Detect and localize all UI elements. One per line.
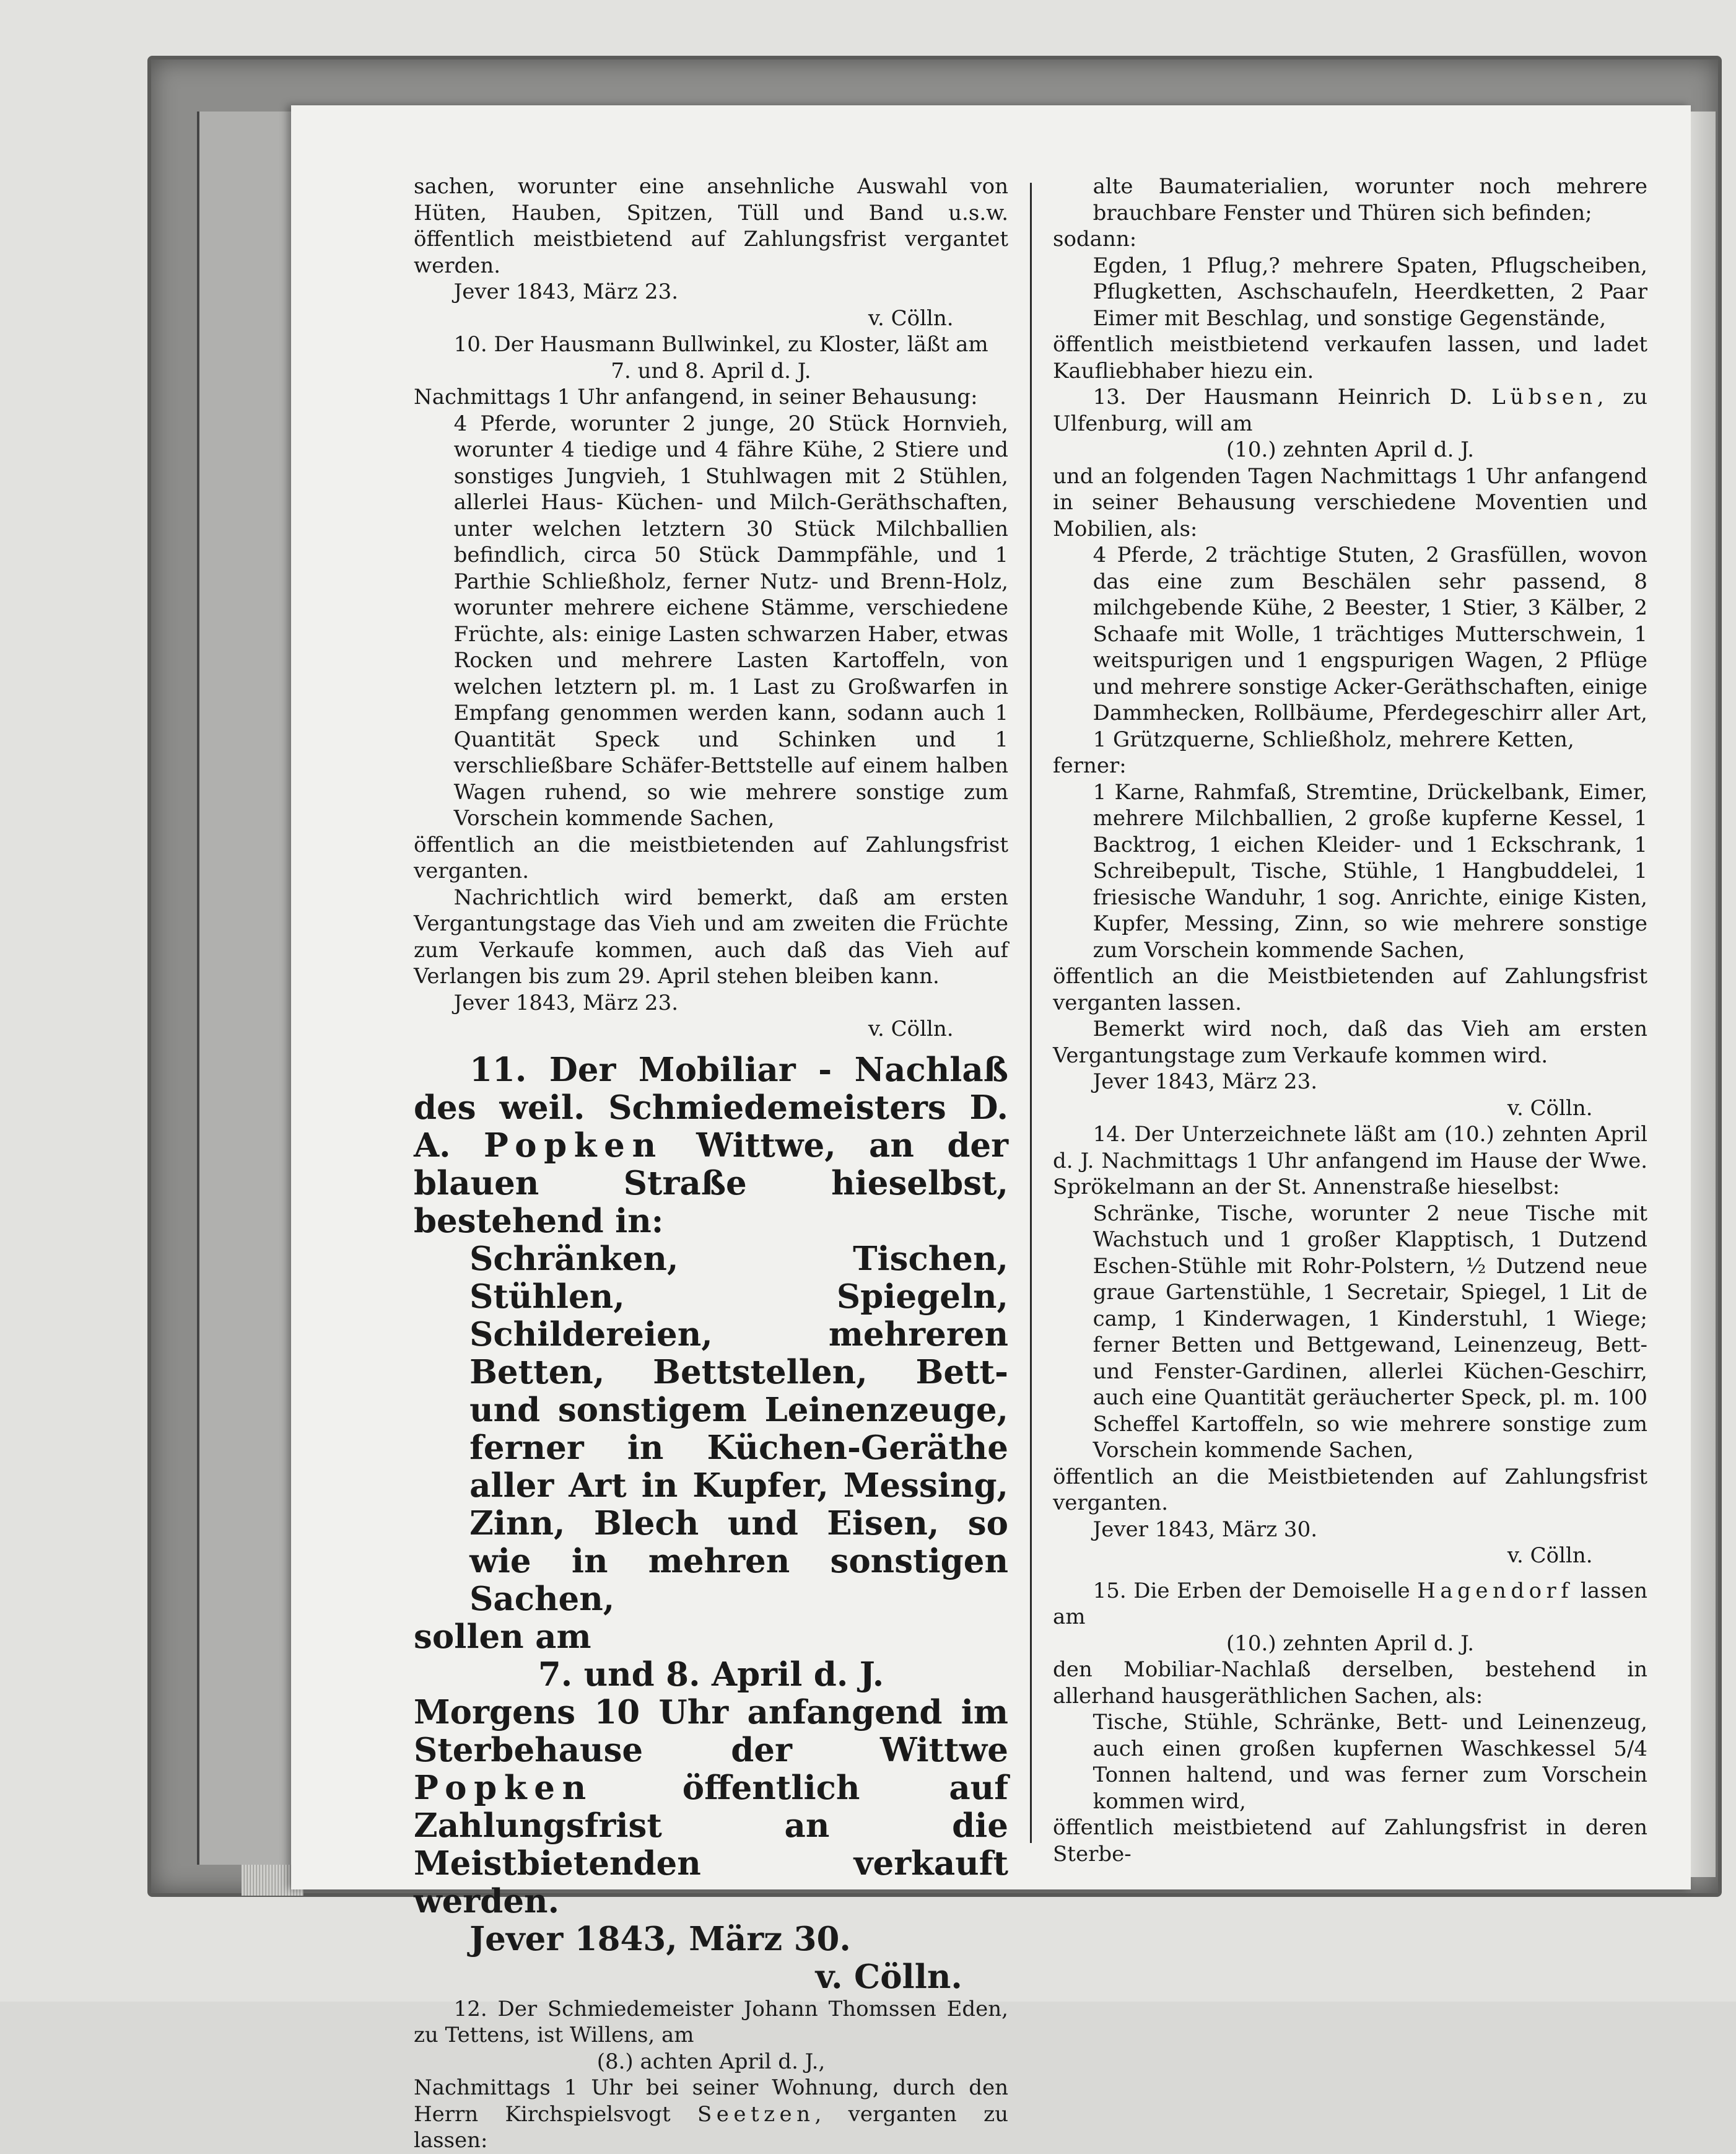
notice-12-heading: 12. Der Schmiedemeister Johann Thomssen Eden, zu Tettens, ist Willens, am — [414, 1996, 1008, 2047]
notice-15-text: den Mobiliar-Nachlaß derselben, bestehend in allerhand hausgeräthlichen Sachen, als: — [1053, 1657, 1647, 1709]
signature: v. Cölln. — [868, 1017, 954, 1041]
notice-15-heading-b: lassen am — [1053, 1578, 1648, 1629]
notice-11-name: Popken — [483, 1126, 663, 1165]
notice-12-items-2: Egden, 1 Pflug,? mehrere Spaten, Pflugscheiben, Pflugketten, Aschschaufeln, Heerdketten, 2 Paar Eimer mit Beschlag, und sonstige Gegenstände, — [1093, 253, 1647, 331]
notice-13-heading-b: , zu Ulfenburg, will am — [1053, 385, 1647, 436]
notice-10-heading: 10. Der Hausmann Bullwinkel, zu Kloster, läßt am — [453, 332, 988, 357]
date-line: Jever 1843, März 23. — [453, 990, 679, 1015]
notice-10-time: Nachmittags 1 Uhr anfangend, in seiner Behausung: — [414, 385, 978, 409]
notice-11-number: 11. — [469, 1050, 527, 1089]
date-line: Jever 1843, März 30. — [1093, 1517, 1318, 1542]
notice-12-name: Seetzen — [697, 2101, 815, 2127]
notice-13-items: 4 Pferde, 2 trächtige Stuten, 2 Grasfüllen, wovon das eine zum Beschälen sehr passend, 8 milchgebende Kühe, 2 Beester, 1 Stier, 3 Kälber, 2 Schaafe mit Wolle, 1 trächtiges Mutterschwein, 1 weitspurigen und 1 engspurigen Wagen, 2 Pflüge und mehrere sonstige Acker-Geräthschaften, einige Dammhecken, Rollbäume, Pferdegeschirr aller Art, 1 Grützquerne, Schließholz, mehrere Ketten, — [1093, 543, 1647, 752]
notice-12-text-a: Nachmittags 1 Uhr bei seiner Wohnung, durch den Herrn Kirchspielsvogt — [414, 2075, 1008, 2127]
notice-15-date: (10.) zehnten April d. J. — [1226, 1631, 1475, 1656]
signature: v. Cölln. — [1507, 1095, 1593, 1121]
notice-12-sale: öffentlich meistbietend verkaufen lassen, und ladet Kaufliebhaber hiezu ein. — [1053, 332, 1647, 383]
notice-14-items: Schränke, Tische, worunter 2 neue Tische mit Wachstuch und 1 großer Klapptisch, 1 Dutzend Eschen-Stühle mit Rohr-Polstern, ½ Dutzend neue graue Gartenstühle, 1 Secretair, Spiegel, 1 Lit de camp, 1 Kinderwagen, 1 Kinderstuhl, 1 Wiege; ferner Betten und Bettgewand, Leinenzeug, Bett- und Fenster-Gardinen, allerlei Küchen-Geschirr, auch eine Quantität geräucherter Speck, pl. m. 100 Scheffel Kartoffeln, so wie mehrere sonstige zum Vorschein kommende Sachen, — [1093, 1201, 1647, 1463]
date-line: Jever 1843, März 30. — [469, 1919, 851, 1958]
facing-page-edge — [1691, 112, 1716, 1877]
date-line: Jever 1843, März 23. — [453, 279, 679, 304]
notice-11-heading-text: Wittwe, an der blauen Straße hieselbst, bestehend in: — [414, 1126, 1009, 1240]
notice-13-note: Bemerkt wird noch, daß das Vieh am ersten Vergantungstage zum Verkaufe kommen wird. — [1053, 1017, 1647, 1068]
notice-11-text-b: öffentlich auf Zahlungsfrist an die Meistbietenden verkauft werden. — [414, 1768, 1008, 1920]
notice-14-sale: öffentlich an die Meistbietenden auf Zahlungsfrist verganten. — [1053, 1464, 1647, 1515]
notice-15-heading-a: 15. Die Erben der Demoiselle — [1093, 1578, 1410, 1603]
notice-14-text: 14. Der Unterzeichnete läßt am (10.) zehnten April d. J. Nachmittags 1 Uhr anfangend im Hause der Wwe. Sprökelmann an der St. Annenstraße hieselbst: — [1053, 1122, 1647, 1199]
notice-13-items-2: 1 Karne, Rahmfaß, Stremtine, Drückelbank, Eimer, mehrere Milchballien, 2 große kupferne Kessel, 1 Backtrog, 1 eichen Kleider- und 1 Eckschrank, 1 Schreibepult, Tische, Stühle, 1 Hangbuddelei, 1 friesische Wanduhr, 1 sog. Anrichte, einige Kisten, Kupfer, Messing, Zinn, so wie mehrere sonstige zum Vorschein kommende Sachen, — [1093, 779, 1647, 963]
notice-13-heading-a: 13. Der Hausmann Heinrich D. — [1093, 385, 1473, 409]
notice-10-sale: öffentlich an die meistbietenden auf Zahlungsfrist verganten. — [414, 832, 1008, 883]
notice-15-items: Tische, Stühle, Schränke, Bett- und Leinenzeug, auch einen großen kupfernen Waschkessel 5/4 Tonnen haltend, und was ferner zum Vorschein kommen wird, — [1093, 1710, 1647, 1814]
notice-11-name: Popken — [414, 1768, 593, 1807]
notice-11-text-a: Morgens 10 Uhr anfangend im Sterbehause der Wittwe — [414, 1692, 1008, 1769]
notice-11-items: Schränken, Tischen, Stühlen, Spiegeln, Schildereien, mehreren Betten, Bettstellen, Bett- und sonstigem Leinenzeuge, ferner in Küchen-Geräthe aller Art in Kupfer, Messing, Zinn, Blech und Eisen, so wie in mehren sonstigen Sachen, — [469, 1239, 1008, 1618]
notice-10-note: Nachrichtlich wird bemerkt, daß am ersten Vergantungstage das Vieh und am zweiten die Früchte zum Verkaufe kommen, auch daß das Vieh auf Verlangen bis zum 29. April stehen bleiben kann. — [414, 885, 1008, 989]
notice-13-date: (10.) zehnten April d. J. — [1226, 437, 1475, 462]
notice-10-date: 7. und 8. April d. J. — [611, 358, 811, 383]
signature: v. Cölln. — [1507, 1543, 1593, 1568]
notice-9-continuation: sachen, worunter eine ansehnliche Auswahl von Hüten, Hauben, Spitzen, Tüll und Band u.s.w. öffentlich meistbietend auf Zahlungsfrist vergantet werden. — [414, 174, 1008, 278]
notice-15-sale: öffentlich meistbietend auf Zahlungsfrist in deren Sterbe- — [1053, 1815, 1647, 1867]
notice-13-name: Lübsen — [1491, 385, 1597, 409]
left-column — [414, 173, 1008, 2154]
notice-12-date: (8.) achten April d. J., — [596, 2049, 826, 2074]
signature: v. Cölln. — [815, 1957, 962, 1996]
notice-12-text-b: , verganten zu lassen: — [414, 2101, 1008, 2153]
notice-12-text — [414, 2075, 1008, 2154]
notice-13-heading — [1053, 384, 1647, 437]
notice-11-text — [414, 1694, 1008, 1920]
ferner-label: ferner: — [1053, 753, 1127, 778]
notice-13-sale: öffentlich an die Meistbietenden auf Zahlungsfrist verganten lassen. — [1053, 964, 1647, 1015]
signature: v. Cölln. — [868, 305, 954, 331]
sodann-label: sodann: — [1053, 227, 1137, 252]
notice-12-items: alte Baumaterialien, worunter noch mehrere brauchbare Fenster und Thüren sich befinden; — [1093, 174, 1647, 225]
notice-11-date: 7. und 8. April d. J. — [538, 1655, 884, 1694]
notice-11-heading — [414, 1051, 1008, 1240]
cover-board — [197, 112, 299, 1865]
notice-15-heading — [1053, 1578, 1647, 1631]
notice-11-sollen: sollen am — [414, 1617, 591, 1656]
column-divider — [1030, 183, 1032, 1843]
notice-13-text: und an folgenden Tagen Nachmittags 1 Uhr anfangend in seiner Behausung verschiedene Moventien und Mobilien, als: — [1053, 463, 1647, 541]
date-line: Jever 1843, März 23. — [1093, 1069, 1318, 1094]
notice-10-items: 4 Pferde, worunter 2 junge, 20 Stück Hornvieh, worunter 4 tiedige und 4 fähre Kühe, 2 Stiere und sonstiges Jungvieh, 1 Stuhlwagen mit 2 Stühlen, allerlei Haus- Küchen- und Milch-Geräthschaften, unter welchen letztern 30 Stück Milchballien befindlich, circa 50 Stück Dammpfähle, und 1 Parthie Schließholz, ferner Nutz- und Brenn-Holz, worunter mehrere eichene Stämme, verschiedene Früchte, als: einige Lasten schwarzen Haber, etwas Rocken und mehrere Lasten Kartoffeln, von welchen letztern pl. m. 1 Last zu Großwarfen in Empfang genommen werden kann, sodann auch 1 Quantität Speck und Schinken und 1 verschließbare Schäfer-Bettstelle auf einem halben Wagen ruhend, so wie mehrere sonstige zum Vorschein kommende Sachen, — [453, 411, 1008, 831]
notice-11-heading-text: Der Mobiliar - Nachlaß des weil. Schmiedemeisters D. A. — [414, 1050, 1008, 1165]
notice-15-name: Hagendorf — [1417, 1578, 1574, 1603]
right-column — [1053, 173, 1647, 1867]
